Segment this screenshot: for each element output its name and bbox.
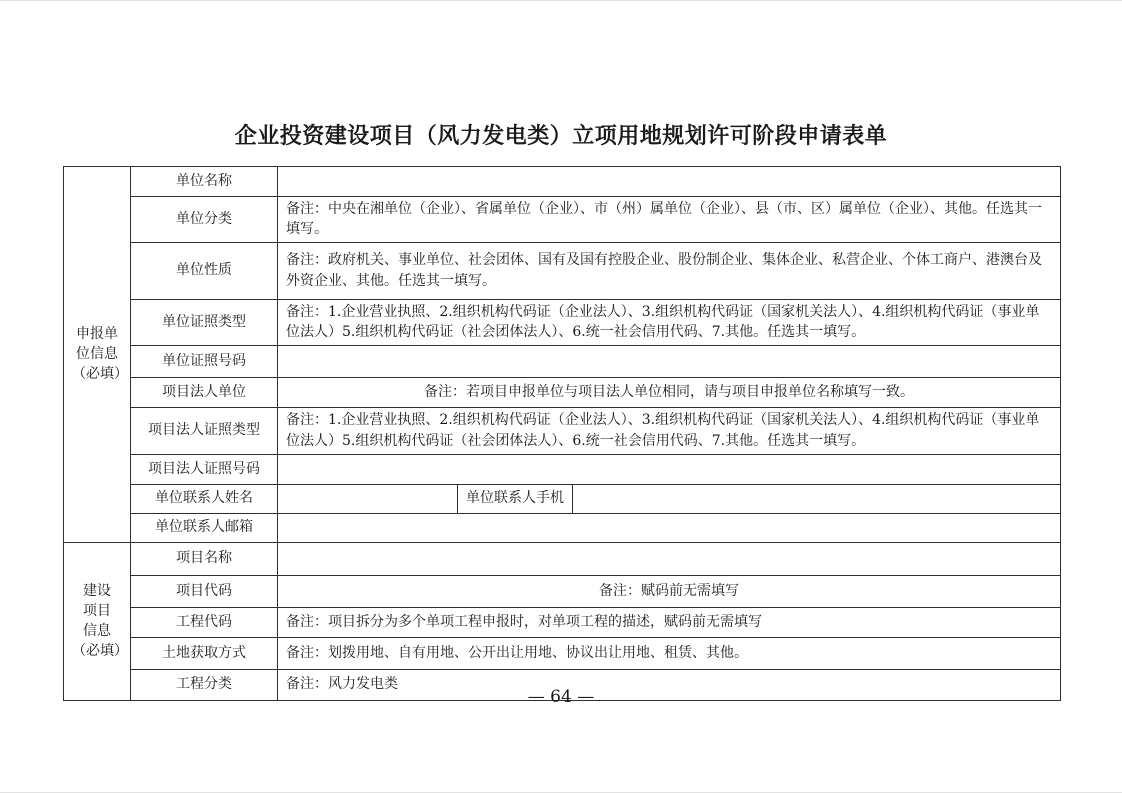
field-remark-legal-entity-license-type: 备注：1.企业营业执照、2.组织机构代码证（企业法人）、3.组织机构代码证（国家机关法人）、4.组织机构代码证（事业单位法人）5.组织机构代码证（社会团体法人）、6.统一社会信用代码、7.其他。任选其一填写。 <box>278 407 1061 454</box>
section-header-line: （必填） <box>72 366 128 383</box>
field-label-unit-category: 单位分类 <box>131 197 278 243</box>
field-remark-legal-entity-unit: 备注：若项目申报单位与项目法人单位相同，请与项目申报单位名称填写一致。 <box>278 377 1061 407</box>
field-label-project-code: 项目代码 <box>131 575 278 607</box>
field-label-unit-license-number: 单位证照号码 <box>131 345 278 377</box>
table-row <box>64 242 1061 299</box>
field-remark-unit-nature: 备注：政府机关、事业单位、社会团体、国有及国有控股企业、股份制企业、集体企业、私营企业、个体工商户、港澳台及外资企业、其他。任选其一填写。 <box>278 242 1061 299</box>
field-label-land-acquisition-method: 土地获取方式 <box>131 637 278 669</box>
field-label-engineering-category: 工程分类 <box>131 669 278 700</box>
table-row <box>64 637 1061 669</box>
field-label-contact-phone: 单位联系人手机 <box>458 484 573 513</box>
section-header-line: 位信息 <box>76 346 118 363</box>
table-row <box>64 454 1061 484</box>
table-row <box>64 513 1061 542</box>
field-value-unit-license-number <box>278 345 1061 377</box>
field-label-legal-entity-license-number: 项目法人证照号码 <box>131 454 278 484</box>
field-label-unit-name: 单位名称 <box>131 167 278 197</box>
section-header-declaring-unit <box>64 167 131 543</box>
table-row <box>64 407 1061 454</box>
field-remark-project-code: 备注：赋码前无需填写 <box>278 575 1061 607</box>
field-remark-unit-category: 备注：中央在湘单位（企业）、省属单位（企业）、市（州）属单位（企业）、县（市、区）属单位（企业）、其他。任选其一填写。 <box>278 197 1061 243</box>
field-remark-unit-license-type: 备注：1.企业营业执照、2.组织机构代码证（企业法人）、3.组织机构代码证（国家机关法人）、4.组织机构代码证（事业单位法人）5.组织机构代码证（社会团体法人）、6.统一社会信用代码、7.其他。任选其一填写。 <box>278 299 1061 345</box>
section-header-construction-project <box>64 542 131 700</box>
field-label-contact-email: 单位联系人邮箱 <box>131 513 278 542</box>
field-label-legal-entity-license-type: 项目法人证照类型 <box>131 407 278 454</box>
field-label-engineering-code: 工程代码 <box>131 607 278 637</box>
section-header-line: 项目 <box>83 602 111 619</box>
field-value-project-name <box>278 542 1061 575</box>
table-row <box>64 197 1061 243</box>
field-remark-engineering-code: 备注：项目拆分为多个单项工程申报时，对单项工程的描述，赋码前无需填写 <box>278 607 1061 637</box>
table-row <box>64 607 1061 637</box>
section-header-line: （必填） <box>72 643 128 660</box>
table-row <box>64 167 1061 197</box>
field-value-contact-email <box>278 513 1061 542</box>
field-remark-land-acquisition-method: 备注：划拨用地、自有用地、公开出让用地、协议出让用地、租赁、其他。 <box>278 637 1061 669</box>
table-row <box>64 542 1061 575</box>
field-label-project-name: 项目名称 <box>131 542 278 575</box>
table-row <box>64 299 1061 345</box>
field-value-unit-name <box>278 167 1061 197</box>
section-header-line: 申报单 <box>76 325 118 342</box>
field-value-contact-name <box>278 484 458 513</box>
field-value-legal-entity-license-number <box>278 454 1061 484</box>
field-remark-engineering-category: 备注：风力发电类 <box>278 669 1061 700</box>
field-value-contact-phone <box>573 484 1061 513</box>
field-label-legal-entity-unit: 项目法人单位 <box>131 377 278 407</box>
application-form-table <box>63 166 1061 701</box>
table-row <box>64 575 1061 607</box>
section-header-line: 建设 <box>83 582 111 599</box>
section-header-line: 信息 <box>83 623 111 640</box>
page-number: — 64 — <box>527 687 595 707</box>
field-label-unit-nature: 单位性质 <box>131 242 278 299</box>
document-title: 企业投资建设项目（风力发电类）立项用地规划许可阶段申请表单 <box>234 123 888 149</box>
field-label-contact-name: 单位联系人姓名 <box>131 484 278 513</box>
table-row <box>64 377 1061 407</box>
table-row <box>64 484 1061 513</box>
field-label-unit-license-type: 单位证照类型 <box>131 299 278 345</box>
table-row <box>64 345 1061 377</box>
